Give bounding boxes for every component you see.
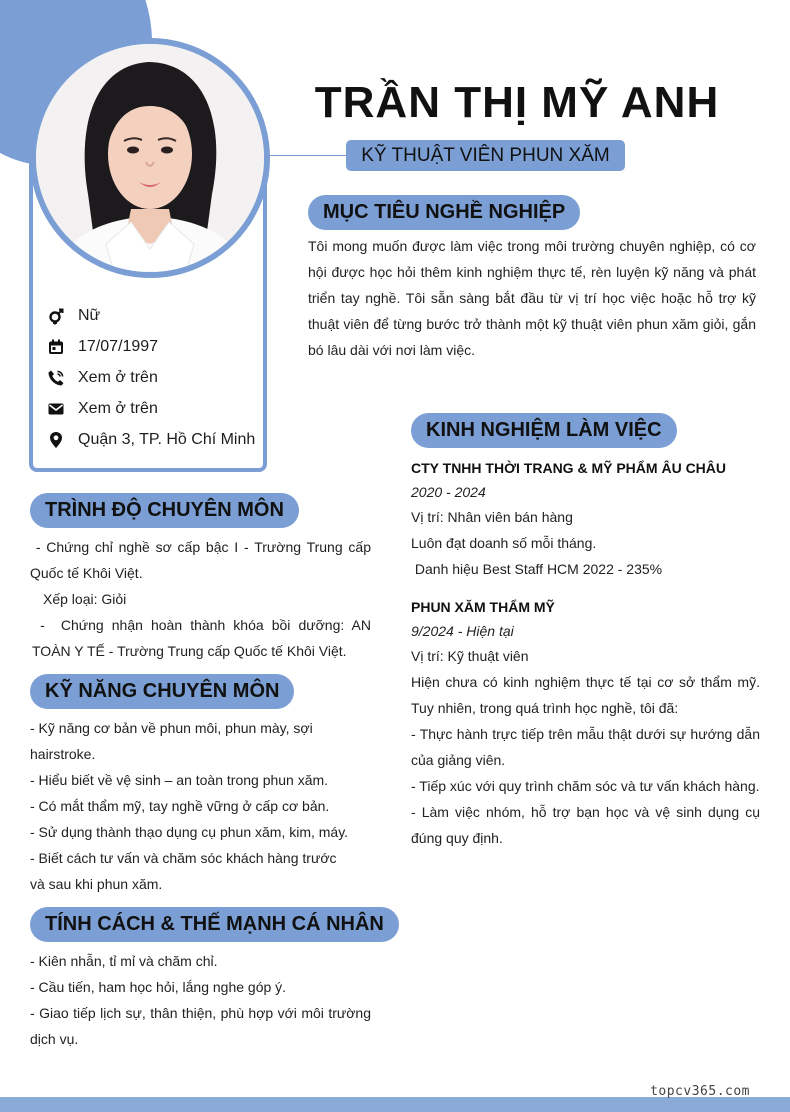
candidate-name: TRẦN THỊ MỸ ANH: [314, 78, 720, 127]
education-item: - Chứng nhận hoàn thành khóa bồi dưỡng: AN TOÀN Y TẾ - Trường Trung cấp Quốc tế Khôi Việt.: [32, 617, 375, 659]
calendar-icon: [47, 338, 65, 356]
phone-text: Xem ở trên: [78, 368, 158, 386]
education-item: - Chứng chỉ nghề sơ cấp bậc I - Trường Trung cấp Quốc tế Khôi Việt.: [30, 539, 375, 581]
gender-icon: [47, 307, 65, 325]
education-heading: TRÌNH ĐỘ CHUYÊN MÔN: [30, 493, 299, 528]
personality-item: - Giao tiếp lịch sự, thân thiện, phù hợp với môi trường dịch vụ.: [30, 1005, 371, 1047]
experience-heading: KINH NGHIỆM LÀM VIỆC: [411, 413, 677, 448]
objective-text: Tôi mong muốn được làm việc trong môi trường chuyên nghiệp, có cơ hội được học hỏi thêm kinh nghiệm thực tế, rèn luyện kỹ năng và phát triển tay nghề. Tôi sẵn sàng bắt đầu từ vị trí học việc hoặc hỗ trợ kỹ thuật viên để từng bước trở thành một kỹ thuật viên phun xăm giỏi, gắn bó lâu dài với nơi làm việc.: [308, 238, 756, 358]
job-detail: Hiện chưa có kinh nghiệm thực tế tại cơ sở thẩm mỹ. Tuy nhiên, trong quá trình học nghề, tôi đã:: [411, 674, 760, 716]
job-detail: Vị trí: Kỹ thuật viên: [411, 648, 529, 664]
job-detail: - Làm việc nhóm, hỗ trợ bạn học và vệ sinh dụng cụ đúng quy định.: [411, 804, 760, 846]
skill-item: - Kỹ năng cơ bản về phun môi, phun mày, sợi hairstroke.: [30, 720, 313, 762]
skill-item: - Có mắt thẩm mỹ, tay nghề vững ở cấp cơ bản.: [30, 798, 330, 814]
objective-heading: MỤC TIÊU NGHỀ NGHIỆP: [308, 195, 580, 230]
profile-photo: [30, 38, 270, 278]
birthday-text: 17/07/1997: [78, 337, 159, 355]
title-connector-line: [268, 155, 348, 156]
personality-section: [30, 948, 371, 1052]
personality-item: - Kiên nhẫn, tỉ mỉ và chăm chỉ.: [30, 953, 218, 969]
bottom-bar: [0, 1097, 790, 1112]
skill-item: - Sử dụng thành thạo dụng cụ phun xăm, kim, máy.: [30, 824, 349, 840]
skills-heading: KỸ NĂNG CHUYÊN MÔN: [30, 674, 294, 709]
personality-heading: TÍNH CÁCH & THẾ MẠNH CÁ NHÂN: [30, 907, 399, 942]
job-detail: Danh hiệu Best Staff HCM 2022 - 235%: [411, 561, 663, 577]
job-period: 9/2024 - Hiện tại: [411, 623, 514, 639]
email-icon: [47, 400, 65, 418]
phone-icon: [47, 369, 65, 387]
education-item: Xếp loại: Giỏi: [43, 591, 127, 607]
experience-job-2: [411, 595, 760, 851]
contact-location: [47, 424, 255, 455]
gender-text: Nữ: [78, 306, 101, 324]
personality-item: - Cầu tiến, ham học hỏi, lắng nghe góp ý.: [30, 979, 287, 995]
job-detail: Vị trí: Nhân viên bán hàng: [411, 509, 573, 525]
job-detail: - Thực hành trực tiếp trên mẫu thật dưới sự hướng dẫn của giảng viên.: [411, 726, 760, 768]
experience-job-1: [411, 456, 760, 582]
email-text: Xem ở trên: [78, 399, 158, 417]
profile-photo-illustration: [36, 44, 264, 272]
job-detail: - Tiếp xúc với quy trình chăm sóc và tư vấn khách hàng.: [411, 778, 760, 794]
skill-item: - Biết cách tư vấn và chăm sóc khách hàng trước và sau khi phun xăm.: [30, 850, 337, 892]
contact-birthday: [47, 331, 255, 362]
contact-email: [47, 393, 255, 424]
watermark: topcv365.com: [650, 1084, 750, 1099]
education-section: [30, 534, 375, 664]
contact-phone: [47, 362, 255, 393]
contact-gender: [47, 300, 255, 331]
location-icon: [47, 431, 65, 449]
job-company: PHUN XĂM THẨM MỸ: [411, 599, 555, 615]
contact-list: [47, 300, 255, 455]
job-title-badge: KỸ THUẬT VIÊN PHUN XĂM: [346, 140, 625, 171]
job-detail: Luôn đạt doanh số mỗi tháng.: [411, 535, 597, 551]
job-company: CTY TNHH THỜI TRANG & MỸ PHẨM ÂU CHÂU: [411, 460, 727, 476]
job-period: 2020 - 2024: [411, 484, 486, 500]
skills-section: [30, 715, 350, 897]
skill-item: - Hiểu biết về vệ sinh – an toàn trong phun xăm.: [30, 772, 329, 788]
location-text: Quận 3, TP. Hồ Chí Minh: [78, 430, 256, 448]
